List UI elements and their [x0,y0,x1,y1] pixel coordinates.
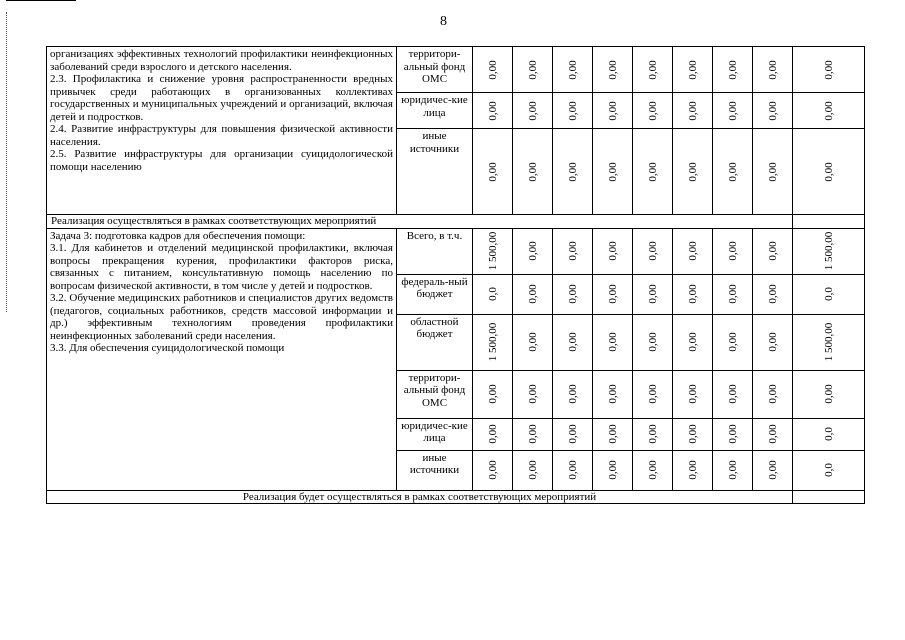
amount-value: 0,00 [726,241,739,261]
amount-value: 0,00 [646,384,659,404]
amount-value: 0,00 [566,460,579,480]
amount-value: 0,00 [486,384,499,404]
amount-value: 0,0 [822,287,835,301]
amount-value: 0,00 [526,332,539,352]
funding-source: территори-альный фонд ОМС [397,47,473,93]
amount-value: 0,00 [646,59,659,80]
amount-cell [513,274,553,314]
amount-value: 0,00 [726,59,739,80]
funding-source: территори-альный фонд ОМС [397,370,473,418]
amount-cell [473,93,513,129]
funding-source: областной бюджет [397,314,473,370]
amount-cell [633,450,673,490]
amount-value: 0,00 [686,161,699,182]
amount-cell [553,314,593,370]
amount-cell [753,129,793,215]
total-cell [793,314,865,370]
description-paragraph: Задача 3: подготовка кадров для обеспечения помощи: [50,229,306,242]
amount-cell [713,228,753,274]
total-cell [793,228,865,274]
amount-cell [673,370,713,418]
implementation-note: Реализация будет осуществляться в рамках соответствующих мероприятий [47,490,793,504]
amount-cell [473,418,513,450]
amount-value: 0,00 [686,332,699,352]
funding-source: Всего, в т.ч. [397,228,473,274]
amount-cell [633,228,673,274]
amount-value: 0,00 [526,424,539,444]
amount-cell [673,47,713,93]
amount-cell [753,228,793,274]
amount-cell [673,93,713,129]
amount-cell [513,418,553,450]
amount-cell [553,274,593,314]
top-rule [6,0,76,1]
total-cell [793,93,865,129]
total-cell [793,370,865,418]
amount-value: 0,00 [822,100,835,121]
amount-cell [593,450,633,490]
amount-cell [753,47,793,93]
amount-value: 0,00 [766,424,779,444]
amount-value: 0,00 [526,284,539,304]
amount-cell [753,450,793,490]
amount-cell [513,129,553,215]
amount-value: 0,00 [606,161,619,182]
amount-cell [513,47,553,93]
amount-value: 0,00 [606,100,619,121]
empty-cell [793,490,865,504]
amount-value: 0,00 [606,460,619,480]
amount-cell [473,314,513,370]
amount-cell [633,47,673,93]
amount-cell [633,274,673,314]
amount-cell [473,274,513,314]
table-row [47,228,865,274]
funding-source: иные источники [397,129,473,215]
amount-value: 0,00 [486,424,499,444]
amount-value: 0,00 [726,161,739,182]
implementation-row [47,490,865,504]
amount-value: 0,00 [566,284,579,304]
total-cell [793,274,865,314]
amount-cell [513,370,553,418]
amount-cell [473,370,513,418]
amount-cell [593,418,633,450]
amount-cell [673,228,713,274]
amount-cell [753,314,793,370]
amount-value: 0,00 [606,59,619,80]
amount-value: 0,00 [566,424,579,444]
amount-value: 0,00 [686,59,699,80]
amount-value: 1 500,00 [486,231,499,271]
amount-value: 0,00 [646,100,659,121]
amount-value: 0,0 [822,463,835,477]
amount-cell [593,274,633,314]
amount-cell [513,450,553,490]
funding-source: федераль-ный бюджет [397,274,473,314]
amount-cell [713,450,753,490]
amount-value: 0,00 [486,161,499,182]
amount-cell [633,370,673,418]
amount-cell [713,418,753,450]
description-paragraph: 3.3. Для обеспечения суицидологической помощи [50,342,285,354]
amount-value: 0,00 [822,59,835,80]
amount-value: 0,00 [686,100,699,121]
implementation-note: Реализация осуществляться в рамках соответствующих мероприятий [47,215,793,229]
page-number: 8 [440,14,447,29]
amount-value: 0,00 [526,241,539,261]
amount-cell [713,129,753,215]
amount-value: 1 500,00 [822,231,835,271]
amount-cell [553,228,593,274]
implementation-row [47,215,865,229]
amount-value: 0,00 [646,424,659,444]
amount-value: 0,00 [726,332,739,352]
amount-value: 0,00 [822,384,835,404]
total-cell [793,47,865,93]
task-description [47,228,397,490]
amount-value: 0,00 [526,460,539,480]
amount-cell [753,93,793,129]
amount-value: 0,00 [646,161,659,182]
amount-cell [633,129,673,215]
amount-cell [473,129,513,215]
amount-value: 0,00 [686,460,699,480]
amount-value: 0,00 [526,100,539,121]
amount-cell [553,370,593,418]
amount-value: 0,00 [686,241,699,261]
amount-cell [753,418,793,450]
amount-value: 0,00 [766,332,779,352]
funding-source: юридичес-кие лица [397,418,473,450]
amount-cell [713,274,753,314]
amount-value: 0,00 [606,332,619,352]
amount-value: 0,00 [646,460,659,480]
amount-cell [673,450,713,490]
amount-value: 0,00 [766,59,779,80]
amount-cell [673,129,713,215]
amount-cell [713,93,753,129]
amount-cell [593,228,633,274]
amount-value: 0,00 [646,284,659,304]
amount-value: 0,00 [526,59,539,80]
funding-source: юридичес-кие лица [397,93,473,129]
amount-value: 0,00 [566,161,579,182]
amount-cell [593,129,633,215]
description-paragraph: 3.1. Для кабинетов и отделений медицинской профилактики, включая вопросы прекращения курения, профилактики факторов риска, связанных с питанием, консультативную помощь населению по вопросам физической активности, в том числе у детей и подростков. [50,242,393,292]
amount-value: 0,00 [566,59,579,80]
amount-cell [753,274,793,314]
amount-cell [673,314,713,370]
total-cell [793,450,865,490]
amount-value: 0,00 [486,100,499,121]
description-paragraph: 2.5. Развитие инфраструктуры для организации суицидологической помощи населению [50,148,393,173]
amount-value: 0,00 [766,384,779,404]
amount-cell [473,450,513,490]
amount-value: 0,00 [606,424,619,444]
amount-value: 0,0 [822,427,835,441]
amount-value: 0,00 [686,384,699,404]
description-paragraph: 2.4. Развитие инфраструктуры для повышения физической активности населения. [50,123,393,148]
amount-value: 0,00 [766,460,779,480]
amount-value: 0,00 [766,241,779,261]
amount-value: 0,00 [606,241,619,261]
amount-value: 0,00 [726,100,739,121]
amount-value: 0,00 [686,284,699,304]
amount-cell [673,274,713,314]
amount-value: 0,00 [726,284,739,304]
total-cell [793,418,865,450]
amount-cell [633,93,673,129]
amount-cell [553,47,593,93]
amount-value: 0,00 [766,284,779,304]
amount-value: 0,00 [822,161,835,182]
amount-cell [633,418,673,450]
amount-cell [593,370,633,418]
amount-cell [753,370,793,418]
amount-value: 0,0 [486,287,499,301]
amount-value: 0,00 [726,424,739,444]
amount-cell [593,47,633,93]
amount-cell [713,314,753,370]
description-paragraph: 3.2. Обучение медицинских работников и специалистов других ведомств (педагогов, социальных работников, средств массовой информации и др.) эффективным технологиям проведения профилактики неинфекционных заболеваний среди населения. [50,292,393,342]
amount-cell [473,228,513,274]
description-paragraph: организациях эффективных технологий профилактики неинфекционных заболеваний среди взрослого и детского населения. [50,48,393,73]
amount-cell [593,314,633,370]
amount-value: 0,00 [566,100,579,121]
amount-cell [713,47,753,93]
amount-value: 0,00 [566,384,579,404]
amount-value: 0,00 [486,59,499,80]
amount-value: 0,00 [526,161,539,182]
amount-value: 1 500,00 [486,322,499,362]
amount-cell [473,47,513,93]
funding-source: иные источники [397,450,473,490]
binding-margin-line [6,12,7,312]
amount-cell [513,93,553,129]
task-description [47,47,397,215]
amount-cell [593,93,633,129]
amount-value: 0,00 [606,384,619,404]
amount-cell [553,450,593,490]
amount-value: 0,00 [686,424,699,444]
amount-cell [513,314,553,370]
amount-value: 0,00 [486,460,499,480]
amount-value: 1 500,00 [822,322,835,362]
amount-value: 0,00 [766,100,779,121]
amount-cell [513,228,553,274]
amount-value: 0,00 [766,161,779,182]
amount-cell [633,314,673,370]
amount-value: 0,00 [566,241,579,261]
amount-value: 0,00 [646,332,659,352]
empty-cell [793,215,865,229]
table-row [47,47,865,93]
amount-cell [673,418,713,450]
amount-cell [553,93,593,129]
amount-cell [713,370,753,418]
amount-cell [553,418,593,450]
amount-value: 0,00 [646,241,659,261]
amount-value: 0,00 [526,384,539,404]
amount-value: 0,00 [726,384,739,404]
total-cell [793,129,865,215]
program-funding-table [46,46,865,504]
amount-value: 0,00 [566,332,579,352]
amount-cell [553,129,593,215]
amount-value: 0,00 [726,460,739,480]
amount-value: 0,00 [606,284,619,304]
description-paragraph: 2.3. Профилактика и снижение уровня распространенности вредных привычек среди работающих в организованных коллективах государственных и муниципальных учреждений и организаций, включая детей и подростков. [50,73,393,123]
